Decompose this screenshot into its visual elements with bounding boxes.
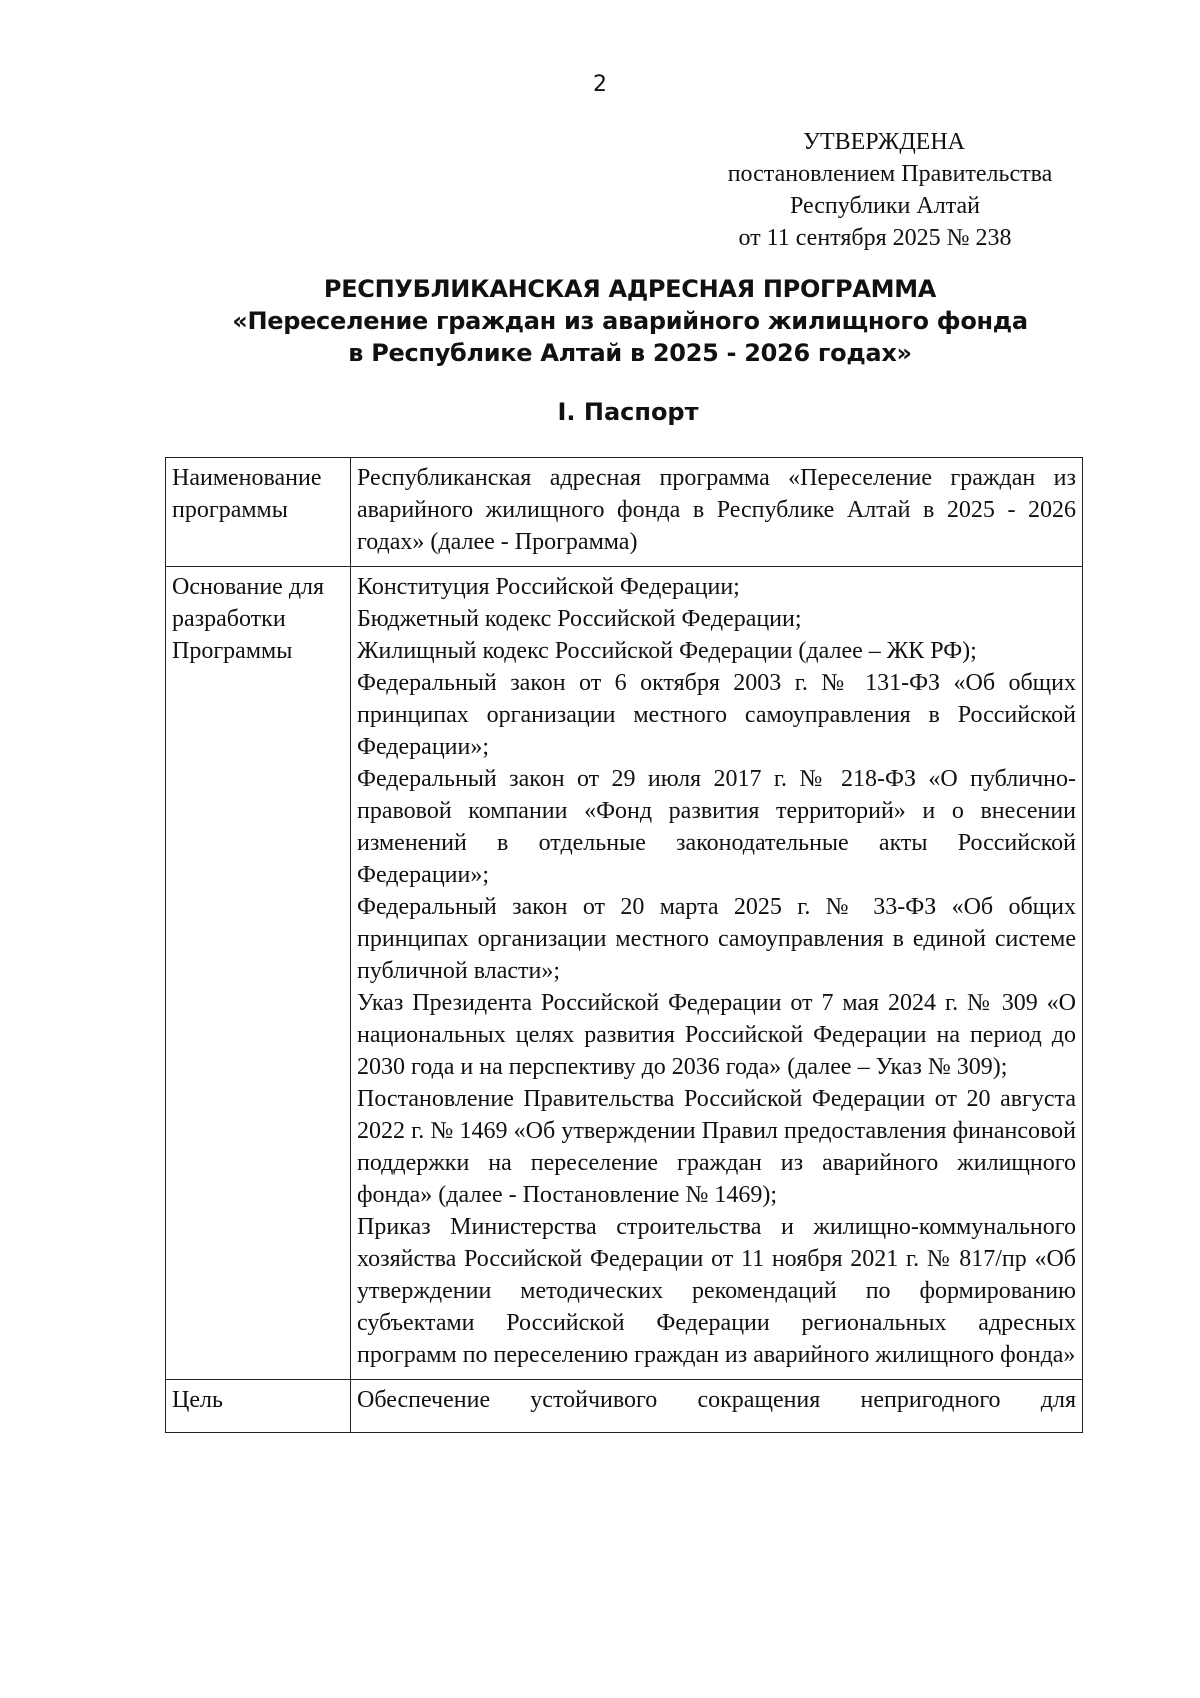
value-item: Приказ Министерства строительства и жилищно-коммунального хозяйства Российской Федерации от 11 ноября 2021 г. № 817/пр «Об утверждении методических рекомендаций по формированию субъектами Российской Федерации региональных адресных программ по переселению граждан из аварийного жилищного фонда» [357, 1214, 1076, 1368]
section-title: I. Паспорт [557, 398, 699, 426]
value-item: Республиканская адресная программа «Переселение граждан из аварийного жилищного фонда в Республике Алтай в 2025 - 2026 годах» (далее - Программа) [357, 465, 1076, 555]
program-title [0, 273, 1200, 369]
approval-title: УТВЕРЖДЕНА [802, 129, 966, 155]
value-item: Федеральный закон от 29 июля 2017 г. № 218-ФЗ «О публично-правовой компании «Фонд развития территорий» и о внесении изменений в отдельные законодательные акты Российской Федерации»; [357, 766, 1076, 888]
row-value [351, 1380, 1083, 1433]
program-title-line: в Республике Алтай в 2025 - 2026 годах» [348, 339, 912, 367]
value-item: Обеспечение устойчивого сокращения непригодного для [357, 1387, 1076, 1413]
value-item: Указ Президента Российской Федерации от 7 мая 2024 г. № 309 «О национальных целях развития Российской Федерации на период до 2030 года и на перспективу до 2036 года» (далее – Указ № 309); [357, 990, 1076, 1080]
passport-table [165, 457, 1083, 1433]
row-label: Цель [166, 1380, 351, 1433]
page-number: 2 [593, 72, 607, 97]
value-item: Федеральный закон от 20 марта 2025 г. № 33-ФЗ «Об общих принципах организации местного самоуправления в единой системе публичной власти»; [357, 894, 1076, 984]
approval-date: от 11 сентября 2025 № 238 [738, 225, 1012, 251]
program-title-line: РЕСПУБЛИКАНСКАЯ АДРЕСНАЯ ПРОГРАММА [323, 275, 937, 303]
value-item: Бюджетный кодекс Российской Федерации; [357, 606, 802, 632]
row-value [351, 567, 1083, 1380]
row-label: Наименование программы [166, 458, 351, 567]
approval-stamp [660, 126, 1090, 254]
value-item: Жилищный кодекс Российской Федерации (далее – ЖК РФ); [357, 638, 977, 664]
table-row [166, 567, 1083, 1380]
value-item: Федеральный закон от 6 октября 2003 г. № 131-ФЗ «Об общих принципах организации местного самоуправления в Российской Федерации»; [357, 670, 1076, 760]
table-row [166, 1380, 1083, 1433]
row-label: Основание для разработки Программы [166, 567, 351, 1380]
approval-line: постановлением Правительства [727, 161, 1053, 187]
program-title-line: «Переселение граждан из аварийного жилищного фонда [232, 307, 1028, 335]
table-row [166, 458, 1083, 567]
row-value [351, 458, 1083, 567]
value-item: Постановление Правительства Российской Федерации от 20 августа 2022 г. № 1469 «Об утверждении Правил предоставления финансовой поддержки на переселение граждан из аварийного жилищного фонда» (далее - Постановление № 1469); [357, 1086, 1076, 1208]
value-item: Конституция Российской Федерации; [357, 574, 740, 600]
approval-line: Республики Алтай [790, 193, 980, 219]
